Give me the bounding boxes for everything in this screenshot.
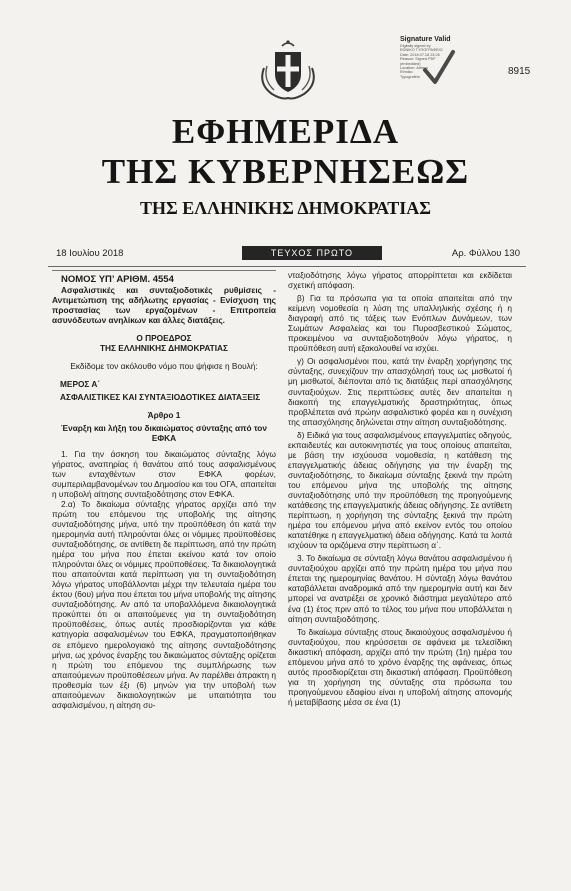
signature-line: Ethniko — [400, 70, 413, 75]
signature-line: Digitally signed by — [400, 44, 431, 48]
gazette-subtitle: ΤΗΣ ΕΛΛΗΝΙΚΗΣ ΔΗΜΟΚΡΑΤΙΑΣ — [139, 198, 432, 218]
issue-series-band: ΤΕΥΧΟΣ ΠΡΩΤΟ — [242, 246, 382, 260]
law-subject: Ασφαλιστικές και συνταξιοδοτικές ρυθμίσεις - Αντιμετώπιση της αδήλωτης εργασίας - Ενίσχυση της προστασίας των εργαζομένων - Επιτροπεία ασυνόδευτων ανηλίκων και άλλες διατάξεις. — [52, 285, 276, 326]
checkmark-icon — [422, 48, 456, 88]
paragraph: 2.α) Το δικαίωμα σύνταξης γήρατος αρχίζει από την πρώτη του επόμενου της υποβολής της αίτησης συνταξιοδότησης μήνα, υπό την προϋπόθεση ότι κατά την ημερομηνία αυτή πληρούνται όλες οι νόμιμες προϋποθέσεις συνταξιοδότησης, σε αντίθετη δε περίπτωση, από την πρώτη ημέρα του μήνα που έπεται εκείνου κατά τον οποίο πληρούνται όλες οι νόμιμες προϋποθέσεις. Τα δικαιολογητικά που απαιτούνται κατά περίπτωση για τη συνταξιοδότηση λόγω γήρατος υποβάλλονται μέχρι την τελευταία ημέρα του έκτου (6ου) μήνα που έπεται του μήνα υποβολής της αίτησης συνταξιοδότησης. Αν από τα υποβαλλόμενα δικαιολογητικά προκύπτει ότι οι απαιτούμενες για τη συνταξιοδότηση προϋποθέσεις, όπως αυτές προσδιορίζονται για κάθε κατηγορία ασφαλισμένων του ΕΦΚΑ, πραγματοποιήθηκαν σε επόμενο ημερολογιακό της αίτησης συνταξιοδότησης μήνα, ως χρόνος έναρξης του δικαιώματος σύνταξης ορίζεται η πρώτη του επόμενου της συμπλήρωσης των απαιτούμενων προϋποθέσεων μήνα. Αν παρέλθει άπρακτη η προθεσμία των έξι (6) μηνών για την υποβολή των απαιτούμενων δικαιολογητικών με υπαιτιότητα του ασφαλισμένου, η αίτηση συ- — [52, 498, 276, 710]
article-title: Έναρξη και λήξη του δικαιώματος σύνταξης από τον ΕΦΚΑ — [61, 422, 267, 443]
signature-line: Location: Athens — [400, 66, 429, 71]
issue-info-bar — [48, 246, 526, 262]
issue-date: 18 Ιουλίου 2018 — [56, 248, 124, 259]
part-heading: ΜΕΡΟΣ Α΄ — [60, 379, 101, 390]
paragraph: δ) Ειδικά για τους ασφαλισμένους επαγγελματίες οδηγούς, εκπαιδευτές και αυτοκινητιστές για τους οποίους απαιτείται, με βάση την ισχύουσα νομοθεσία, η κατάθεση της επαγγελματικής άδειας οδήγησης για την έναρξη της συνταξιοδότησης, το δικαίωμα σύνταξης ξεκινά την πρώτη του επόμενου μήνα της υποβολής της αίτησης συνταξιοδότησης υπό την προϋπόθεση της προηγούμενης κατάθεσης της επαγγελματικής άδειας οδήγησης. Σε αντίθετη περίπτωση, η χορήγηση της σύνταξης ξεκινά την πρώτη ημέρα του επόμενου μήνα από εκείνον εντός του οποίου κατατέθηκε η επαγγελματική άδεια οδήγησης. Κατά τα λοιπά ισχύουν τα οριζόμενα στην περίπτωση α΄. — [288, 429, 512, 551]
law-title: ΝΟΜΟΣ ΥΠ’ ΑΡΙΘΜ. 4554 — [52, 270, 276, 285]
paragraph: γ) Οι ασφαλισμένοι που, κατά την έναρξη χορήγησης της σύνταξης, συνεχίζουν την απασχόλησή τους ως μισθωτοί ή μη μισθωτοί, διέπονται από τις διατάξεις περί απασχόλησης συνταξιούχων. Στις περιπτώσεις αυτές δεν απαιτείται η διακοπή της επαγγελματικής δραστηριότητας, όπως προβλέπεται ανά πρώην ασφαλιστικό φορέα και η συνέχιση της απασχόλησης δηλώνεται στην αίτηση συνταξιοδότησης. — [288, 356, 512, 427]
president-heading-2: ΤΗΣ ΕΛΛΗΝΙΚΗΣ ΔΗΜΟΚΡΑΤΙΑΣ — [99, 343, 229, 354]
paragraph: 1. Για την άσκηση του δικαιώματος σύνταξης λόγω γήρατος, αναπηρίας ή θανάτου από τους ασφαλισμένους των ενταχθέντων στον ΕΦΚΑ φορέων, συμπεριλαμβανομένων του Δημοσίου και του ΟΓΑ, απαιτείται η υποβολή αίτησης συνταξιοδότησης στον ΕΦΚΑ. — [52, 448, 276, 499]
signature-title: Signature Valid — [400, 36, 451, 43]
gazette-title-line1: ΕΦΗΜΕΡΙΔΑ — [171, 112, 400, 151]
digital-signature-stamp — [400, 36, 470, 118]
article-number: Άρθρο 1 — [147, 410, 181, 421]
paragraph: β) Για τα πρόσωπα για τα οποία απαιτείται από την κείμενη νομοθεσία η λύση της υπαλληλικής σχέσης ή η διαγραφή από τις τάξεις των Ενόπλων Δυνάμεων, των Σωμάτων Ασφαλείας και του Πυροσβεστικού Σώματος, προκειμένου να συνταξιοδοτηθούν λόγω γήρατος, η προϋπόθεση αυτή εξακολουθεί να ισχύει. — [288, 293, 512, 354]
paragraph: Το δικαίωμα σύνταξης στους δικαιούχους ασφαλισμένου ή συνταξιούχου, που κηρύσσεται σε αφάνεια με τελεσίδικη δικαστική απόφαση, αρχίζει από την πρώτη (1η) ημέρα του επόμενου μήνα από το χρόνο έναρξης της αφάνειας, όπως αυτός προσδιορίζεται στη δικαστική απόφαση. Προϋπόθεση για τη χορήγηση της σύνταξης στα πρόσωπα του προηγούμενου εδαφίου είναι η υποβολή αίτησης απονομής ή μεταβίβασης μέσα σε ένα (1) — [288, 626, 512, 707]
signature-line: Reason: Signed PDF — [400, 57, 436, 62]
signature-line: ΕΘΝΙΚΟ ΤΥΠΟΓΡΑΦΕΙΟ — [400, 48, 443, 53]
left-column — [52, 270, 276, 710]
part-title: ΑΣΦΑΛΙΣΤΙΚΕΣ ΚΑΙ ΣΥΝΤΑΞΙΟΔΟΤΙΚΕΣ ΔΙΑΤΑΞΕΙΣ — [60, 392, 261, 403]
signature-line: (embedded) — [400, 61, 421, 66]
president-heading: Ο ΠΡΟΕΔΡΟΣ — [136, 333, 192, 344]
signature-line: Typografeio — [400, 74, 420, 79]
gazette-title-line2: ΤΗΣ ΚΥΒΕΡΝΗΣΕΩΣ — [101, 152, 470, 191]
right-column — [288, 270, 512, 707]
promulgation-text: Εκδίδομε τον ακόλουθο νόμο που ψήφισε η Βουλή: — [70, 361, 258, 372]
page-number: 8915 — [508, 66, 531, 77]
greek-coat-of-arms-icon — [258, 36, 318, 102]
signature-line: Date: 2018.07.18 23:26 — [400, 52, 440, 57]
sheet-number: Αρ. Φύλλου 130 — [451, 248, 520, 259]
paragraph: 3. Το δικαίωμα σε σύνταξη λόγω θανάτου ασφαλισμένου ή συνταξιούχου αρχίζει από την πρώτη ημέρα του μήνα που έπεται της ημερομηνίας θανάτου. Η σύνταξη λόγω θανάτου καταβάλλεται αναδρομικά από την ημερομηνία αυτή και δεν μπορεί να ανατρέξει σε χρονικό διάστημα μεγαλύτερο από ένα (1) έτος πριν από το τέλος του μήνα που υποβάλλεται η αίτηση συνταξιοδότησης. — [288, 553, 512, 624]
paragraph: νταξιοδότησης λόγω γήρατος απορρίπτεται και εκδίδεται σχετική απόφαση. — [288, 270, 512, 291]
divider — [48, 266, 526, 267]
